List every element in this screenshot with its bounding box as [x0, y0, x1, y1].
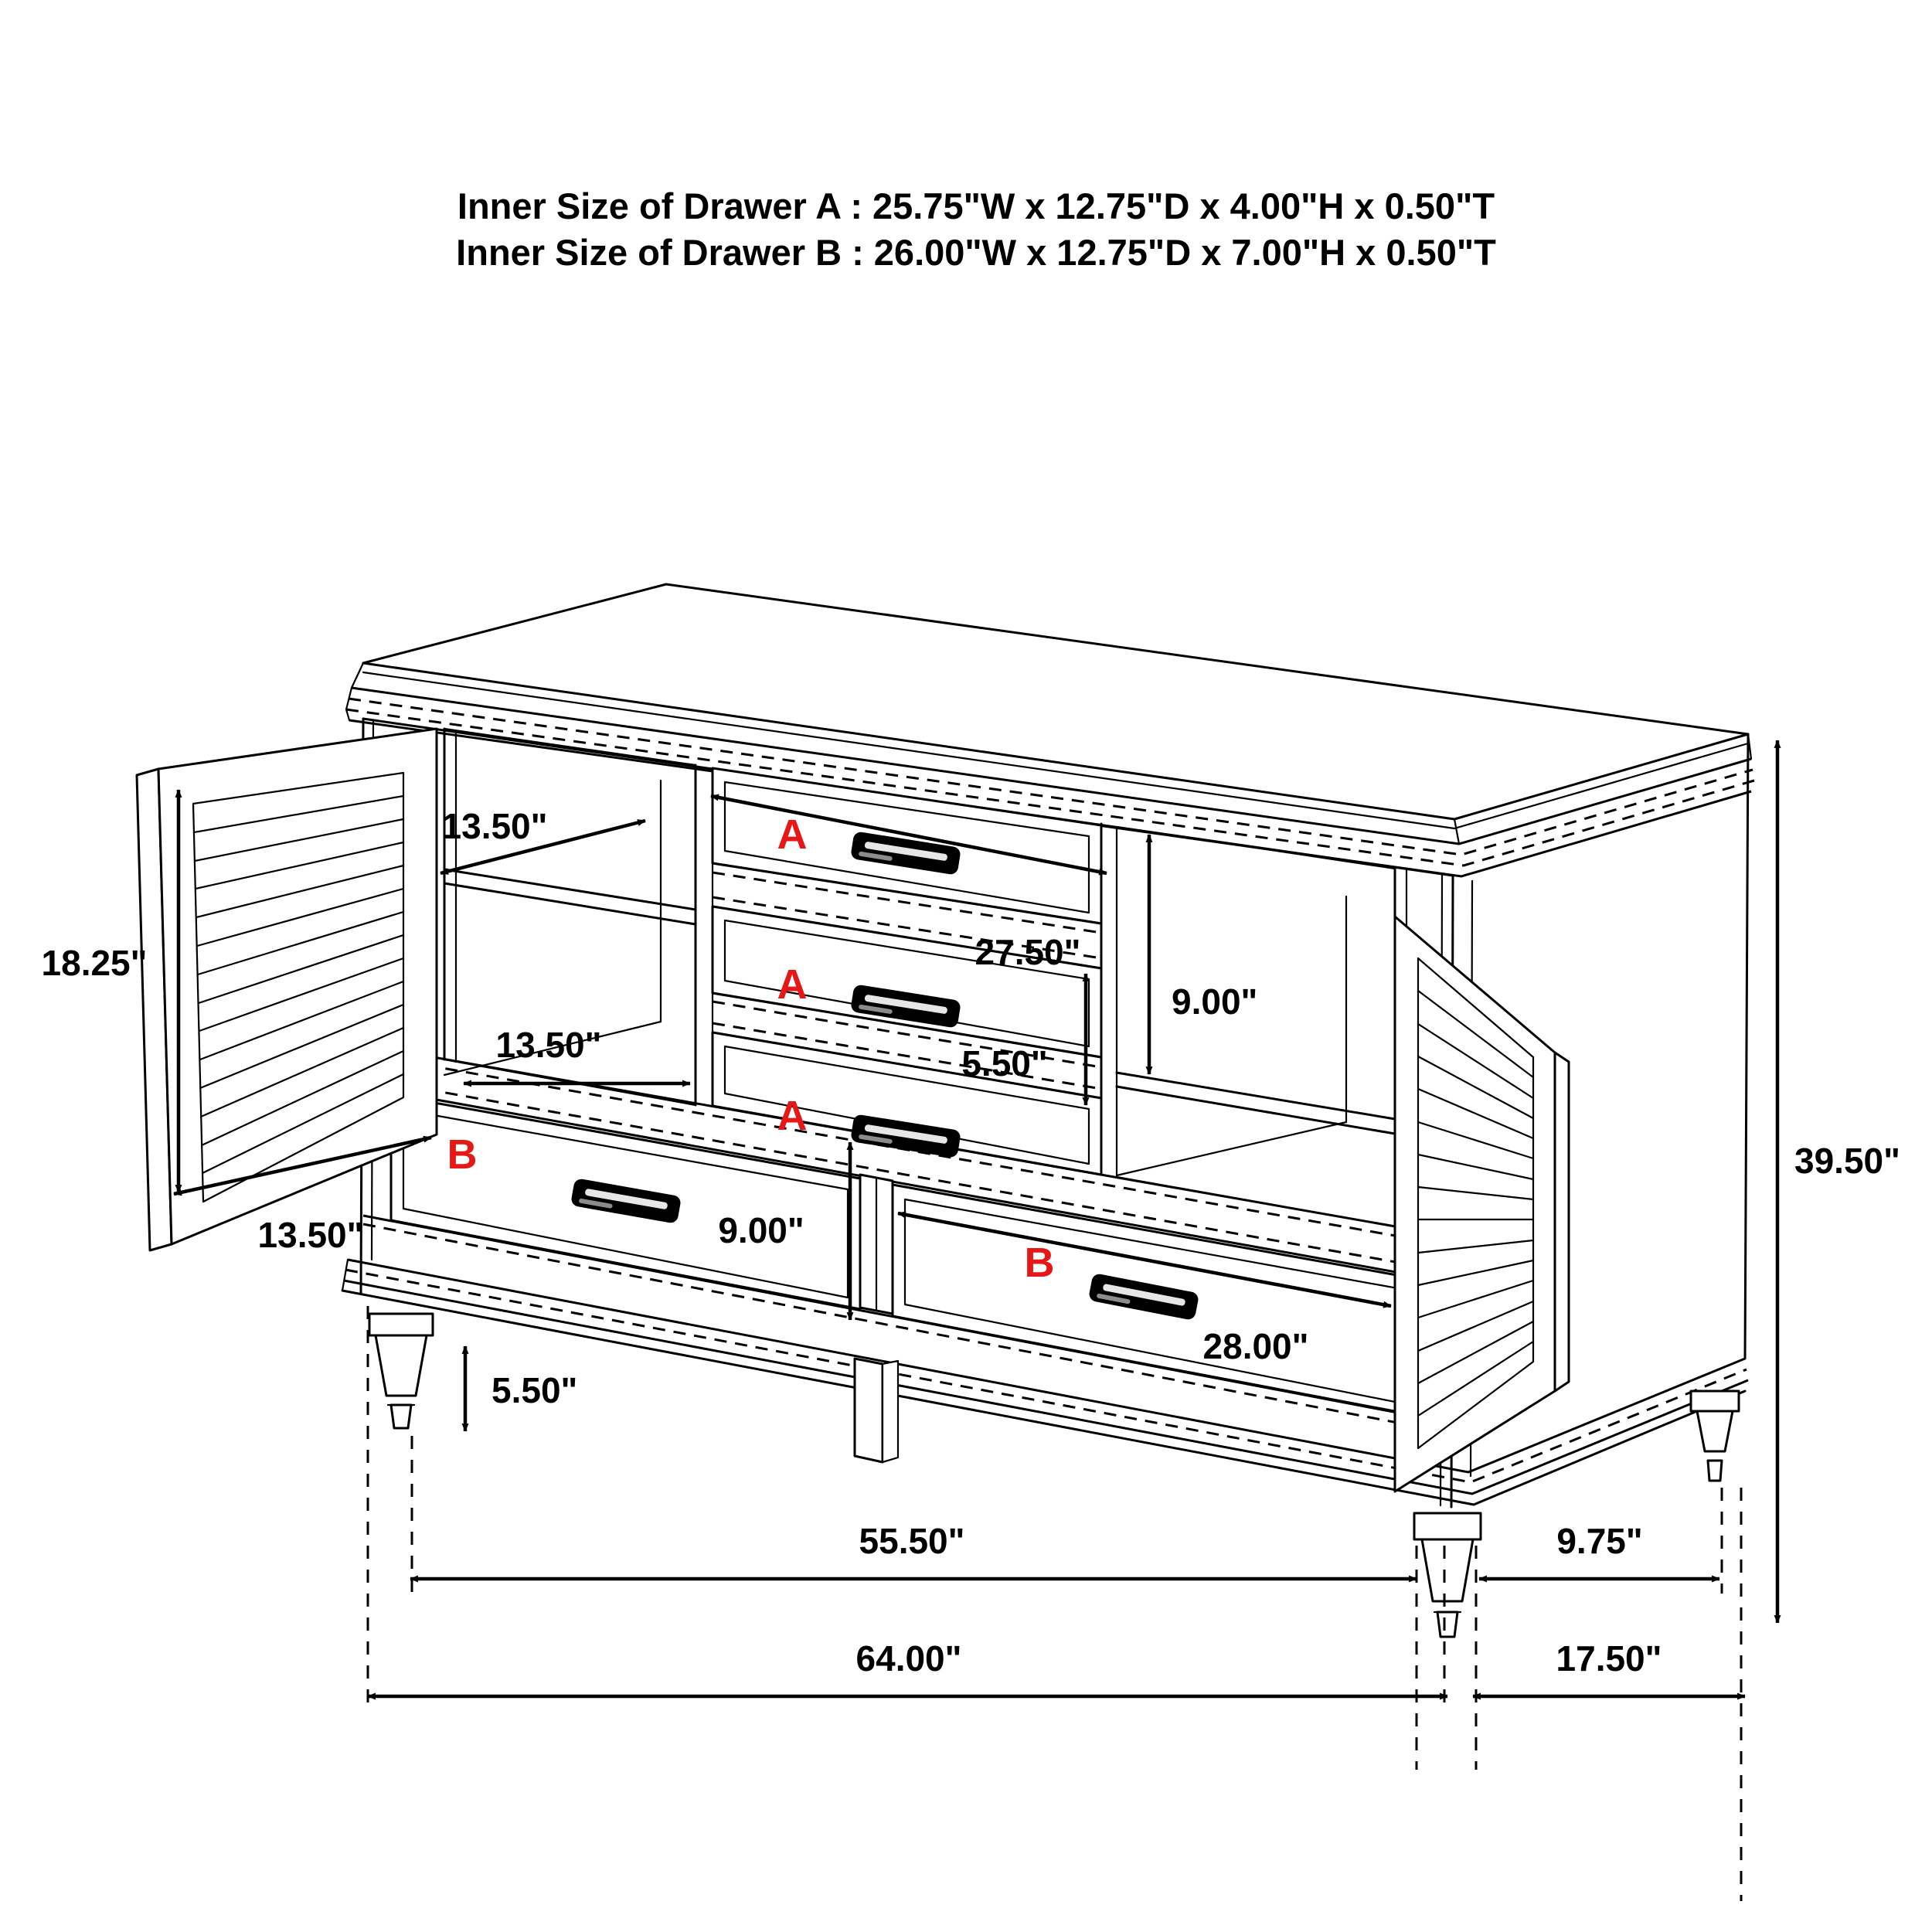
label-drawer-a2: A [777, 961, 808, 1008]
label-drawer-b1: B [447, 1131, 478, 1178]
label-total-height: 39.50" [1794, 1141, 1900, 1181]
drawer-b2 [893, 1185, 1423, 1417]
label-leg-height: 5.50" [492, 1370, 578, 1410]
title-block [456, 185, 1496, 273]
label-drawer-a1: A [777, 811, 808, 858]
label-drawer-b2: B [1024, 1240, 1055, 1286]
center-front-leg [855, 1359, 898, 1462]
label-total-width: 64.00" [855, 1638, 962, 1679]
label-shelf-depth-lower: 13.50" [495, 1025, 602, 1065]
label-door-width: 13.50" [257, 1215, 364, 1255]
label-drawer-a-height: 5.50" [961, 1043, 1048, 1083]
right-shelf [1117, 1073, 1395, 1134]
right-louvered-door [1395, 917, 1569, 1492]
rear-right-leg [1691, 1391, 1739, 1481]
left-shelf [444, 869, 696, 924]
label-side-depth-between-legs: 9.75" [1556, 1521, 1643, 1561]
right-compartment [1117, 827, 1395, 1226]
title-line-1: Inner Size of Drawer A : 25.75"W x 12.75"D x 4.00"H x 0.50"T [457, 185, 1495, 226]
center-divider [860, 1175, 893, 1314]
front-left-leg [369, 1314, 433, 1428]
label-right-shelf-space: 9.00" [1172, 981, 1258, 1022]
label-drawer-a3: A [777, 1093, 808, 1139]
label-door-height: 18.25" [41, 943, 148, 983]
title-line-2: Inner Size of Drawer B : 26.00"W x 12.75"D x 7.00"H x 0.50"T [456, 232, 1496, 273]
label-drawer-b-width: 28.00" [1202, 1326, 1309, 1366]
label-drawer-b-height: 9.00" [718, 1210, 804, 1250]
front-right-leg [1414, 1513, 1481, 1637]
label-total-depth: 17.50" [1556, 1638, 1662, 1679]
label-shelf-depth-upper: 13.50" [441, 806, 548, 846]
drawer-a1 [713, 768, 1101, 923]
label-front-width-between-legs: 55.50" [859, 1521, 965, 1561]
label-drawer-a-width: 27.50" [975, 932, 1081, 972]
